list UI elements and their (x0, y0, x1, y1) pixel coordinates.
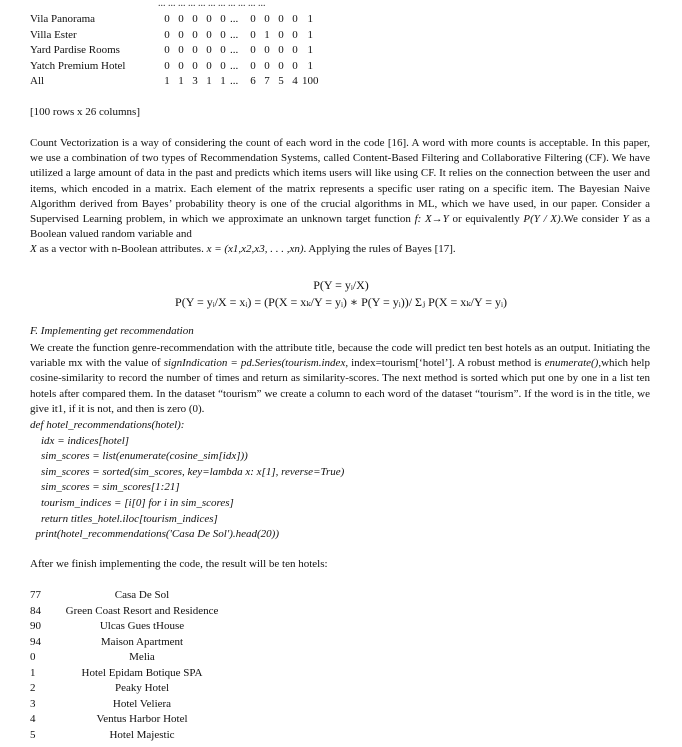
code-line: sim_scores = list(enumerate(cosine_sim[idx])) (30, 450, 248, 463)
matrix-ellipsis: ... (230, 75, 239, 87)
matrix-cell: 0 (278, 13, 284, 25)
result-hotel-name: Ventus Harbor Hotel (96, 713, 188, 725)
matrix-cell: 0 (250, 13, 256, 25)
matrix-ellipsis: ... (230, 13, 239, 25)
result-hotel-name: Maison Apartment (100, 635, 184, 648)
result-hotel-name: Ulcas Gues tHouse (99, 620, 185, 632)
matrix-cell: 100 (302, 75, 319, 87)
result-row (30, 604, 236, 620)
matrix-cell: 1 (307, 44, 313, 56)
matrix-cell: 6 (250, 75, 256, 87)
matrix-cell: 3 (192, 75, 198, 87)
code-line: idx = indices[hotel] (30, 434, 130, 447)
bayes-equation-2: P(Y = yᵢ/X = xᵢ) = (P(X = xₖ/Y = yᵢ) ∗ P(Y = yᵢ))/ Σⱼ P(X = xₖ/Y = yᵢ) (175, 295, 507, 309)
matrix-cell: 0 (292, 59, 298, 72)
hotel-name-cell: All (30, 75, 45, 87)
result-index: 94 (30, 635, 41, 648)
result-hotel-name: Hotel Veliera (112, 697, 172, 710)
matrix-cell: 0 (250, 44, 256, 56)
matrix-cell: 0 (220, 59, 226, 72)
hotel-name-cell: Yard Pardise Rooms (30, 44, 120, 56)
matrix-cell: 0 (178, 28, 184, 41)
result-row (30, 588, 236, 604)
matrix-row (30, 12, 319, 28)
matrix-top-ellipsis: ... ... ... ... ... ... ... ... ... ... ... (158, 0, 266, 9)
count-matrix-table (30, 12, 319, 90)
code-line: print(hotel_recommendations('Casa De Sol').head(20)) (30, 528, 280, 541)
code-line: sim_scores = sim_scores[1:21] (30, 481, 180, 494)
matrix-cell: 1 (178, 75, 184, 87)
result-hotel-name: Melia (129, 651, 155, 663)
matrix-cell: 0 (278, 59, 284, 72)
result-hotel-name: Casa De Sol (114, 589, 170, 601)
matrix-cell: 0 (220, 44, 226, 56)
code-line: def hotel_recommendations(hotel): (30, 419, 185, 431)
result-index: 77 (30, 589, 41, 601)
matrix-cell: 0 (206, 59, 212, 72)
result-intro-text: After we finish implementing the code, the result will be ten hotels: (30, 558, 328, 570)
result-row (30, 619, 236, 635)
result-index: 5 (30, 728, 36, 741)
hotel-name-cell: Vila Panorama (30, 13, 96, 25)
result-index: 1 (30, 666, 36, 679)
matrix-cell: 4 (292, 75, 298, 87)
matrix-cell: 0 (206, 28, 212, 41)
matrix-cell: 0 (250, 59, 256, 72)
implementation-paragraph: We create the function genre-recommendation with the attribute title, because the code will predict ten best hotels as an output. Initiating the variable mx with the value of signIndication = pd.Series(tourism.index, index=tourism[‘hotel’]. A robust method is enumerate(),which help cosine-similarity to record the number of times and return as similarity-scores. The next method is sorted which put one by one in a list ten hotels after compared them. In the dataset “tourism” we create a column to each word of the dataset “tourism”. If the word is in the title, we give it1, if it is not, and then is zero (0). (30, 342, 650, 415)
code-line: return titles_hotel.iloc[tourism_indices] (30, 512, 218, 525)
result-hotel-name: Peaky Hotel (114, 682, 170, 694)
result-index: 0 (30, 651, 36, 663)
matrix-cell: 0 (178, 13, 184, 25)
code-listing (30, 418, 344, 543)
matrix-row (30, 43, 319, 59)
matrix-shape-note: [100 rows x 26 columns] (30, 106, 140, 118)
matrix-cell: 0 (220, 13, 226, 25)
section-heading: F. Implementing get recommendation (30, 325, 194, 337)
matrix-cell: 0 (206, 44, 212, 56)
matrix-cell: 0 (250, 28, 256, 41)
result-index: 3 (30, 697, 36, 710)
matrix-cell: 0 (264, 44, 270, 56)
result-row (30, 712, 236, 728)
result-row (30, 681, 236, 697)
result-index: 4 (30, 713, 36, 725)
matrix-row (30, 59, 319, 75)
matrix-cell: 0 (192, 28, 198, 41)
matrix-cell: 0 (278, 28, 284, 41)
code-line: sim_scores = sorted(sim_scores, key=lambda x: x[1], reverse=True) (30, 465, 345, 478)
matrix-cell: 1 (307, 59, 313, 72)
result-row (30, 650, 236, 666)
result-hotel-name: Green Coast Resort and Residence (65, 604, 219, 617)
matrix-cell: 0 (164, 13, 170, 25)
matrix-cell: 0 (278, 44, 284, 56)
bayes-equation-1: P(Y = yᵢ/X) (313, 278, 369, 292)
result-hotel-name: Hotel Epidam Botique SPA (81, 666, 203, 679)
matrix-cell: 0 (164, 28, 170, 41)
matrix-cell: 0 (192, 44, 198, 56)
matrix-cell: 5 (278, 75, 284, 87)
matrix-cell: 0 (164, 44, 170, 56)
result-index: 84 (30, 604, 41, 617)
matrix-cell: 1 (206, 75, 212, 87)
matrix-cell: 0 (178, 44, 184, 56)
hotel-name-cell: Yatch Premium Hotel (30, 59, 126, 72)
result-hotel-name: Hotel Majestic (109, 728, 175, 741)
matrix-cell: 0 (206, 13, 212, 25)
result-row (30, 697, 236, 713)
result-index: 2 (30, 682, 36, 694)
matrix-cell: 1 (307, 13, 313, 25)
matrix-cell: 0 (292, 28, 298, 41)
matrix-cell: 0 (220, 28, 226, 41)
matrix-cell: 0 (192, 59, 198, 72)
result-row (30, 635, 236, 651)
matrix-cell: 0 (192, 13, 198, 25)
result-row (30, 728, 236, 744)
matrix-ellipsis: ... (230, 59, 239, 72)
hotel-name-cell: Villa Ester (30, 28, 77, 41)
matrix-cell: 1 (307, 28, 313, 41)
matrix-cell: 0 (264, 59, 270, 72)
matrix-cell: 7 (264, 75, 270, 87)
result-index: 90 (30, 620, 41, 632)
matrix-cell: 0 (164, 59, 170, 72)
matrix-row (30, 74, 319, 90)
matrix-cell: 1 (264, 28, 270, 41)
matrix-cell: 0 (292, 44, 298, 56)
matrix-ellipsis: ... (230, 28, 239, 41)
matrix-cell: 0 (178, 59, 184, 72)
result-hotels-table (30, 588, 236, 743)
count-vectorization-paragraph: Count Vectorization is a way of considering the count of each word in the code [16]. A word with more counts is acceptable. In this paper, we use a combination of two types of Recommendation Systems, called Content-Based Filtering and Collaborative Filtering (CF). We have utilized a large amount of data in the past and predicts which items users will like using CF. It relies on the connection between the user and items, which encoded in a matrix. Each element of the matrix represents a specific user rating on a specific item. The Bayesian Naive Algorithm derived from Bayes’ probability theory is one of the crucial algorithms in ML, which we have used, in our paper. Consider a Supervised Learning problem, in which we approximate an unknown target function f: X→Y or equivalently P(Y / X).We consider Y as a Boolean valued random variable and X as a vector with n-Boolean attributes. x = (x1,x2,x3, . . . ,xn). Applying the rules of Bayes [17]. (30, 137, 651, 256)
matrix-cell: 0 (264, 13, 270, 25)
matrix-cell: 0 (292, 13, 298, 25)
matrix-cell: 1 (220, 75, 226, 87)
code-line: tourism_indices = [i[0] for i in sim_scores] (30, 496, 234, 509)
matrix-ellipsis: ... (230, 44, 239, 56)
matrix-cell: 1 (164, 75, 170, 87)
matrix-row (30, 28, 319, 44)
result-row (30, 666, 236, 682)
